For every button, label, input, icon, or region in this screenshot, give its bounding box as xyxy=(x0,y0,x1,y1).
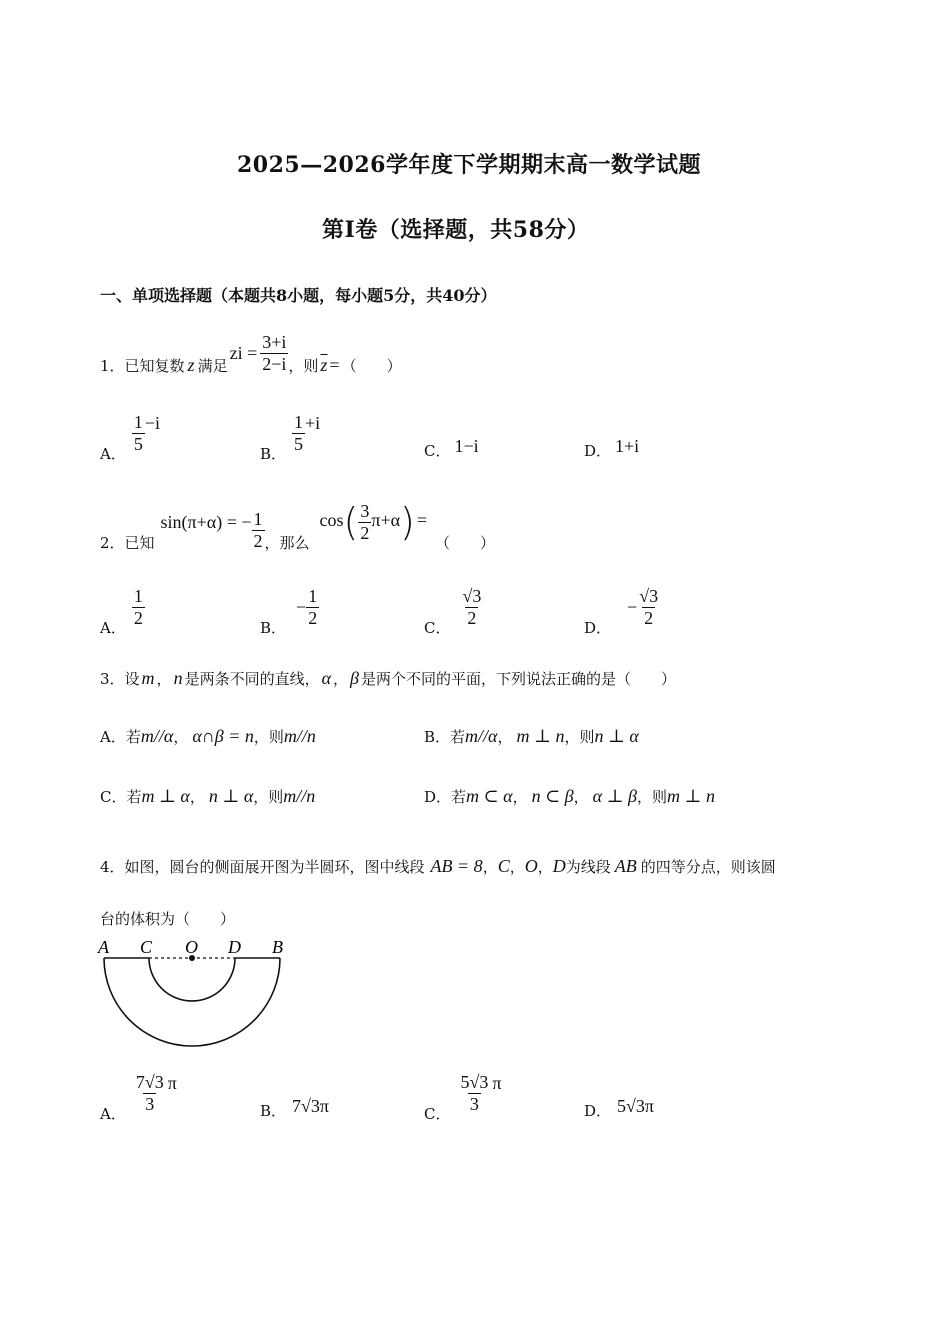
option-label: C． xyxy=(424,618,451,637)
q4-text: ， xyxy=(509,858,525,876)
q1-eq-lhs: zi = xyxy=(229,342,258,363)
q4-math: O xyxy=(524,856,538,876)
q2-option-c[interactable] xyxy=(424,586,483,637)
outer-arc xyxy=(104,958,280,1046)
question-4-line1 xyxy=(100,856,776,877)
q2-sin-fraction xyxy=(252,509,265,551)
q4-option-a[interactable] xyxy=(100,1072,177,1123)
q4-c-fraction xyxy=(458,1072,490,1114)
q3-c-text: ，则 xyxy=(253,788,284,806)
q3-b-math: m ⊥ n xyxy=(516,726,565,746)
q1-a-tail: −i xyxy=(144,412,160,433)
q4-c-den: 3 xyxy=(469,1093,479,1114)
q1-equation xyxy=(230,332,289,374)
q2-paren: （ ） xyxy=(435,533,496,552)
q2-option-d[interactable] xyxy=(584,586,660,637)
q1-option-b[interactable] xyxy=(260,412,321,463)
q2-c-fraction xyxy=(460,586,483,628)
q3-a-math: m//α xyxy=(140,726,174,746)
q1-mid: 满足 xyxy=(197,356,228,375)
label-a: A xyxy=(98,937,109,957)
q2-mid: ，那么 xyxy=(264,533,310,552)
page-title: 2025—2026学年度下学期期末高一数学试题 xyxy=(237,152,701,178)
q1-var-z: z xyxy=(187,354,195,375)
question-4-line2: 台的体积为（ ） xyxy=(100,910,236,928)
q3-d-math: m ⊥ n xyxy=(667,786,715,806)
q3-var-beta: β xyxy=(350,668,360,688)
option-label: A． xyxy=(100,728,126,746)
q2-b-fraction xyxy=(306,586,319,628)
q4-option-b[interactable] xyxy=(260,1096,329,1120)
q4-d-expr: 5√3π xyxy=(617,1096,654,1116)
q4-a-fraction xyxy=(134,1072,166,1114)
q2-b-num: 1 xyxy=(308,586,318,606)
option-label: D． xyxy=(424,788,452,806)
q1-eq-den: 2−i xyxy=(262,353,287,374)
q4-text: 4．如图，圆台的侧面展开图为半圆环，图中线段 xyxy=(100,858,425,876)
q3-d-text: 若 xyxy=(451,788,467,806)
q1-b-den: 5 xyxy=(294,433,304,454)
label-c: C xyxy=(140,937,153,957)
q3-a-text: ， xyxy=(173,728,189,746)
q3-option-a[interactable] xyxy=(100,726,316,747)
q4-math: AB xyxy=(614,856,637,876)
q3-b-math: m//α xyxy=(465,726,498,746)
q3-text: 是两条不同的直线， xyxy=(184,670,320,688)
option-label: C． xyxy=(100,788,127,806)
q1-prefix: 1．已知复数 xyxy=(100,356,185,375)
q3-b-text: ，则 xyxy=(564,728,595,746)
option-label: D． xyxy=(584,618,612,637)
q1-eq-num: 3+i xyxy=(262,331,287,352)
q3-c-text: 若 xyxy=(126,788,142,806)
q4-text: ， xyxy=(482,858,498,876)
q1-paren: （ ） xyxy=(341,356,402,375)
q3-c-math: m//n xyxy=(283,786,316,806)
option-label: A． xyxy=(100,444,126,463)
q3-b-text: ， xyxy=(497,728,513,746)
page-subtitle: 第Ⅰ卷（选择题，共58分） xyxy=(322,217,590,243)
q1-a-num: 1 xyxy=(133,412,143,432)
q3-c-text: ， xyxy=(189,788,205,806)
q4-semi-annulus-figure xyxy=(94,932,294,1052)
q1-a-fraction xyxy=(132,412,145,454)
q2-sin-den: 2 xyxy=(253,530,263,551)
q2-d-sign: − xyxy=(627,596,638,617)
q3-option-d[interactable] xyxy=(424,786,715,807)
question-2-stem xyxy=(100,496,495,556)
q3-c-math: n ⊥ α xyxy=(208,786,254,806)
q1-b-fraction xyxy=(292,412,305,454)
q1-b-tail: +i xyxy=(305,412,321,433)
q1-zbar: $\overline{z}$ xyxy=(320,354,328,375)
q3-option-c[interactable] xyxy=(100,786,315,807)
q2-left-paren: ( xyxy=(343,500,359,544)
q3-var-alpha: α xyxy=(321,668,332,688)
option-label: A． xyxy=(100,618,126,637)
option-label: D． xyxy=(584,442,612,460)
q3-d-text: ， xyxy=(512,788,528,806)
q2-d-fraction xyxy=(637,586,660,628)
q1-d-expr: 1+i xyxy=(615,436,640,456)
q3-text: 3．设 xyxy=(100,670,140,688)
section-heading: 一、单项选择题（本题共8小题，每小题5分，共40分） xyxy=(100,286,497,305)
q3-d-text: ，则 xyxy=(637,788,668,806)
q2-a-num: 1 xyxy=(133,586,143,606)
q1-eq-sign: = xyxy=(329,354,340,375)
q3-b-math: n ⊥ α xyxy=(594,726,639,746)
q3-a-text: 若 xyxy=(125,728,141,746)
q2-a-den: 2 xyxy=(133,607,143,628)
q2-b-den: 2 xyxy=(308,607,318,628)
option-label: C． xyxy=(424,1104,451,1123)
q1-c-expr: 1−i xyxy=(454,436,479,456)
q3-option-b[interactable] xyxy=(424,726,639,747)
question-1-stem xyxy=(100,330,402,400)
q2-cos-tail: π+α xyxy=(371,509,401,530)
q3-text: ， xyxy=(333,670,349,688)
label-o: O xyxy=(185,937,198,957)
question-3-stem xyxy=(100,668,676,689)
option-label: B． xyxy=(424,728,451,746)
q2-c-num: √3 xyxy=(462,586,482,606)
q3-d-math: n ⊂ β xyxy=(531,786,574,806)
q3-d-math: α ⊥ β xyxy=(592,786,637,806)
q4-text: ， xyxy=(537,858,553,876)
q3-d-text: ， xyxy=(573,788,589,806)
q2-cos-den: 2 xyxy=(360,522,370,543)
q3-text: ， xyxy=(156,670,172,688)
label-d: D xyxy=(228,937,241,957)
q2-sin-num: 1 xyxy=(253,508,263,529)
q4-math: C xyxy=(497,856,510,876)
q2-d-num: √3 xyxy=(639,586,659,606)
q2-prefix: 2．已知 xyxy=(100,533,155,552)
option-label: A． xyxy=(100,1104,126,1123)
option-label: C． xyxy=(424,442,451,460)
q2-cos-word: cos xyxy=(319,509,344,530)
q2-c-den: 2 xyxy=(467,607,477,628)
q4-a-num: 7√3 xyxy=(135,1072,164,1092)
q2-sin-lhs: sin(π+α) = − xyxy=(160,511,252,532)
q1-then: ，则 xyxy=(288,356,319,375)
q2-b-sign: − xyxy=(296,596,307,617)
q3-var-m: m xyxy=(141,668,155,688)
q2-cos-eq: = xyxy=(416,509,428,530)
q3-a-math: α∩β = n xyxy=(192,726,254,746)
q4-math: AB = 8 xyxy=(430,856,483,876)
q2-cos-num: 3 xyxy=(360,500,370,521)
option-label: B． xyxy=(260,1102,287,1120)
option-label: B． xyxy=(260,444,287,463)
q3-text: 是两个不同的平面，下列说法正确的是（ ） xyxy=(361,670,677,688)
q4-a-den: 3 xyxy=(145,1093,155,1114)
label-b: B xyxy=(272,937,283,957)
option-label: B． xyxy=(260,618,287,637)
q2-a-fraction xyxy=(132,586,145,628)
q4-option-c[interactable] xyxy=(424,1072,502,1123)
q2-option-a[interactable] xyxy=(100,586,145,637)
q4-text: 的四等分点，则该圆 xyxy=(640,858,776,876)
q4-text: 为线段 xyxy=(565,858,611,876)
q4-option-d[interactable] xyxy=(584,1096,654,1120)
q2-cos-fraction xyxy=(358,501,371,543)
q2-d-den: 2 xyxy=(644,607,654,628)
q4-b-expr: 7√3π xyxy=(292,1096,329,1116)
q1-a-den: 5 xyxy=(133,433,143,454)
q2-option-b[interactable] xyxy=(260,586,319,637)
q3-a-text: ，则 xyxy=(253,728,284,746)
q4-c-num: 5√3 xyxy=(460,1072,489,1092)
q2-right-paren: ) xyxy=(400,500,415,544)
q4-c-tail: π xyxy=(492,1072,502,1093)
q3-b-text: 若 xyxy=(450,728,466,746)
q1-option-a[interactable] xyxy=(100,412,160,463)
q1-eq-fraction xyxy=(260,332,288,374)
q3-c-math: m ⊥ α xyxy=(141,786,190,806)
q3-var-n: n xyxy=(173,668,183,688)
q1-option-d[interactable] xyxy=(584,436,640,460)
option-label: D． xyxy=(584,1102,612,1120)
inner-arc xyxy=(149,958,235,1001)
q1-option-c[interactable] xyxy=(424,436,479,460)
q1-b-num: 1 xyxy=(294,412,304,432)
q4-a-tail: π xyxy=(167,1072,177,1093)
q3-a-math: m//n xyxy=(283,726,316,746)
q3-d-math: m ⊂ α xyxy=(466,786,513,806)
q4-math: D xyxy=(552,856,566,876)
